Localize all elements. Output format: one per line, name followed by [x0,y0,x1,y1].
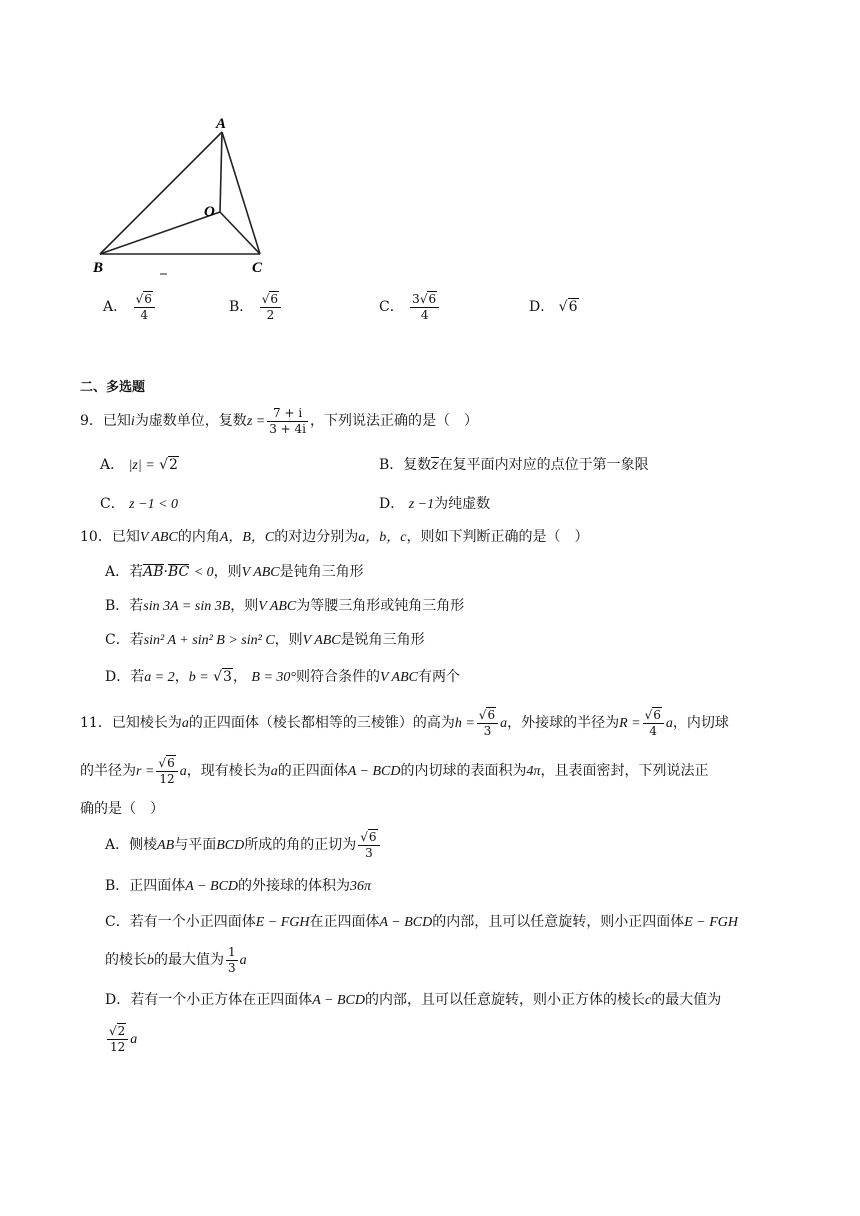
q10-option-b: B．若sin 3A = sin 3B，则V ABC为等腰三角形或钝角三角形 [105,598,465,614]
q9-stem: 9．已知i为虚数单位，复数z = $\frac{7 + i}{3 + 4i}$ ，下列说法正确的是（ ） [80,405,479,436]
triangle-figure [80,108,280,278]
q11-option-c-line-2: 的棱长b的最大值为 $\frac{1}{3}$ a [105,944,247,975]
q8-option-c: C． $\frac{3√6}{4}$ [379,290,441,324]
label-O: O [204,204,215,220]
section-title: 二、多选题 [80,380,146,395]
q11-option-c-line-1: C．若有一个小正四面体E − FGH在正四面体A − BCD的内部，且可以任意旋转，则小正四面体E − FGH [105,914,739,930]
q10-option-d: D．若a = 2，b = √3， B = 30°则符合条件的V ABC有两个 [105,669,460,685]
q11-line-3: 确的是（ ） [80,801,164,817]
label-C: C [252,260,263,276]
q8-option-a: A． $\frac{√6}{4}$ [103,290,157,324]
q10-option-a: A．若AB·BC < 0，则V ABC是钝角三角形 [105,564,364,580]
edge-AB [100,132,222,254]
q11-line-1: 11．已知棱长为a的正四面体（棱长都相等的三棱锥）的高为h = $\frac{√6}{3}$ a，外接球的半径为R = $\frac{√6}{4}$ a，内切球 [80,707,729,738]
edge-AO [220,132,222,212]
q8-option-d: D． √6 [529,299,578,315]
q11-option-b: B．正四面体A − BCD的外接球的体积为36π [105,878,372,894]
q8-option-b: B． $\frac{√6}{2}$ [229,290,283,324]
q10-stem: 10．已知V ABC的内角A，B，C的对边分别为a，b，c，则如下判断正确的是（ ） [80,529,589,545]
q9-option-b: B．复数z在复平面内对应的点位于第一象限 [379,457,649,473]
label-A: A [216,116,227,132]
q9-option-d: D． z −1为纯虚数 [379,496,491,512]
q9-option-a: A． |z| = √2 [100,457,178,473]
q11-option-a: A．侧棱AB与平面BCD所成的角的正切为 $\frac{√6}{3}$ [105,826,382,865]
q11-option-d-line-2: $\frac{√2}{12}$ a [109,1023,138,1054]
q11-option-d-line-1: D．若有一个小正方体在正四面体A − BCD的内部，且可以任意旋转，则小正方体的棱长c的最大值为 [105,992,722,1008]
edge-AC [222,132,260,254]
label-B: B [93,260,104,276]
q11-line-2: 的半径为r = $\frac{√6}{12}$ a，现有棱长为a的正四面体A − BCD的内切球的表面积为4π，且表面密封，下列说法正 [80,755,709,786]
q9-option-c: C． z −1 < 0 [100,496,179,512]
edge-BO [100,212,220,254]
q10-option-c: C．若sin² A + sin² B > sin² C，则V ABC是锐角三角形 [105,632,425,648]
